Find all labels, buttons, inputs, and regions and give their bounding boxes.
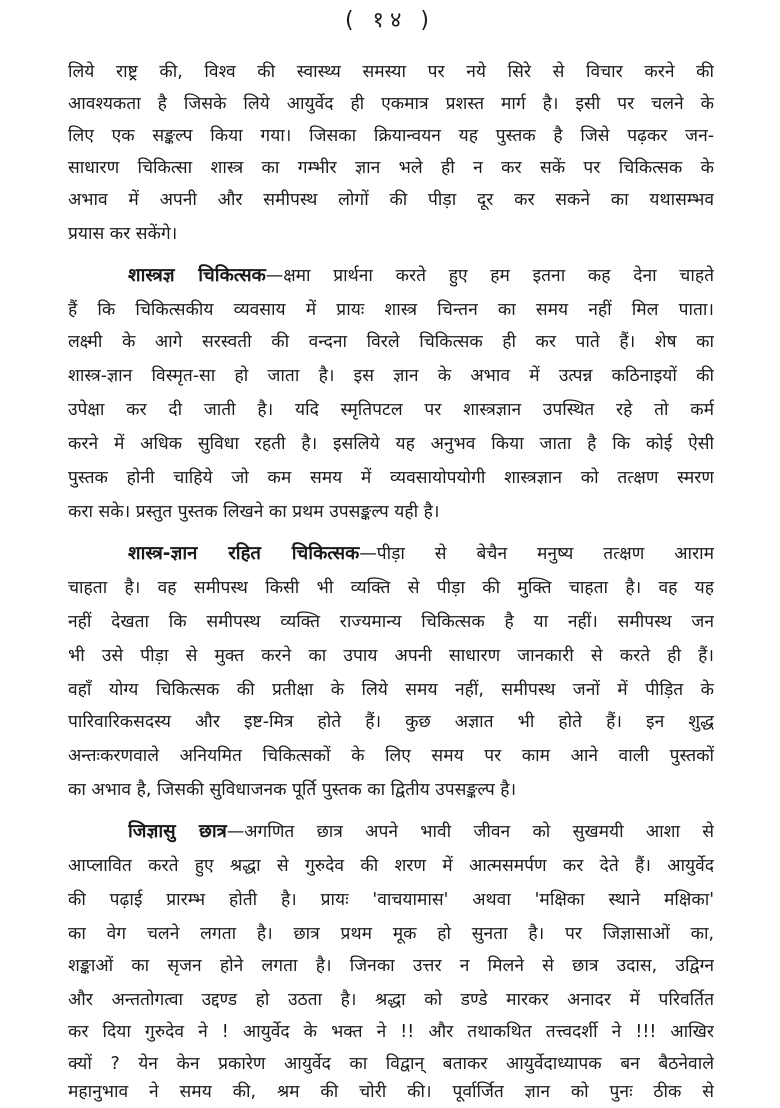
text-line: का अभाव है, जिसकी सुविधाजनक पूर्ति पुस्तक का द्वितीय उपसङ्कल्प है। [68, 780, 517, 800]
text-line: भी उसे पीड़ा से मुक्त करने का उपाय अपनी साधारण जानकारी से करते ही हैं। [68, 646, 714, 666]
text-run: —अगणित छात्र अपने भावी जीवन को सुखमयी आशा से [226, 822, 714, 842]
text-line: पुस्तक होनी चाहिये जो कम समय में व्यवसायोपयोगी शास्त्रज्ञान को तत्क्षण स्मरण [68, 468, 714, 488]
text-line: शङ्काओं का सृजन होने लगता है। जिनका उत्तर न मिलने से छात्र उदास, उद्विग्न [68, 956, 714, 976]
paragraph-lead-line [128, 538, 714, 570]
section-heading: शास्त्र-ज्ञान रहित चिकित्सक [128, 543, 360, 564]
text-line: अभाव में अपनी और समीपस्थ लोगों की पीड़ा दूर कर सकने का यथासम्भव [68, 190, 714, 210]
text-line: अन्तःकरणवाले अनियमित चिकित्सकों के लिए समय पर काम आने वाली पुस्तकों [68, 746, 714, 766]
page-number: ( १४ ) [344, 8, 436, 33]
text-line: प्रयास कर सकेंगे। [68, 224, 178, 244]
section-heading: शास्त्रज्ञ चिकित्सक [128, 265, 266, 286]
text-line: उपेक्षा कर दी जाती है। यदि स्मृतिपटल पर शास्त्रज्ञान उपस्थित रहे तो कर्म [68, 400, 714, 420]
text-line: महानुभाव ने समय की, श्रम की चोरी की। पूर्वार्जित ज्ञान को पुनः ठीक से [68, 1082, 714, 1102]
text-line: आप्लावित करते हुए श्रद्धा से गुरुदेव की शरण में आत्मसमर्पण कर देते हैं। आयुर्वेद [68, 856, 714, 876]
text-line: नहीं देखता कि समीपस्थ व्यक्ति राज्यमान्य चिकित्सक है या नहीं। समीपस्थ जन [68, 612, 714, 632]
text-line: की पढ़ाई प्रारम्भ होती है। प्रायः 'वाचयामास' अथवा 'मक्षिका स्थाने मक्षिका' [68, 890, 714, 910]
text-line: कर दिया गुरुदेव ने ! आयुर्वेद के भक्त ने !! और तथाकथित तत्त्वदर्शी ने !!! आखिर [68, 1022, 714, 1042]
section-heading: जिज्ञासु छात्र [128, 821, 227, 842]
text-line: आवश्यकता है जिसके लिये आयुर्वेद ही एकमात्र प्रशस्त मार्ग है। इसी पर चलने के [68, 94, 714, 114]
text-line: साधारण चिकित्सा शास्त्र का गम्भीर ज्ञान भले ही न कर सकें पर चिकित्सक के [68, 158, 714, 178]
text-line: लक्ष्मी के आगे सरस्वती की वन्दना विरले चिकित्सक ही कर पाते हैं। शेष का [68, 332, 714, 352]
text-line: और अन्ततोगत्वा उद्दण्ड हो उठता है। श्रद्धा को डण्डे मारकर अनादर में परिवर्तित [68, 990, 714, 1010]
paragraph-lead-line [128, 816, 714, 848]
text-line: लिये राष्ट्र की, विश्व की स्वास्थ्य समस्या पर नये सिरे से विचार करने की [68, 62, 714, 82]
text-run: —पीड़ा से बेचैन मनुष्य तत्क्षण आराम [359, 544, 714, 564]
text-line: हैं कि चिकित्सकीय व्यवसाय में प्रायः शास्त्र चिन्तन का समय नहीं मिल पाता। [68, 300, 714, 320]
text-line: चाहता है। वह समीपस्थ किसी भी व्यक्ति से पीड़ा की मुक्ति चाहता है। वह यह [68, 578, 714, 598]
text-line: लिए एक सङ्कल्प किया गया। जिसका क्रियान्वयन यह पुस्तक है जिसे पढ़कर जन- [68, 126, 714, 146]
text-line: करा सके। प्रस्तुत पुस्तक लिखने का प्रथम उपसङ्कल्प यही है। [68, 502, 440, 522]
text-line: क्यों ? येन केन प्रकारेण आयुर्वेद का विद्वान् बताकर आयुर्वेदाध्यापक बन बैठनेवाले [68, 1054, 714, 1074]
text-line: करने में अधिक सुविधा रहती है। इसलिये यह अनुभव किया जाता है कि कोई ऐसी [68, 434, 714, 454]
paragraph-lead-line [128, 260, 714, 292]
text-line: पारिवारिकसदस्य और इष्ट-मित्र होते हैं। कुछ अज्ञात भी होते हैं। इन शुद्ध [68, 712, 714, 732]
text-line: शास्त्र-ज्ञान विस्मृत-सा हो जाता है। इस ज्ञान के अभाव में उत्पन्न कठिनाइयों की [68, 366, 714, 386]
text-line: का वेग चलने लगता है। छात्र प्रथम मूक हो सुनता है। पर जिज्ञासाओं का, [68, 924, 714, 944]
text-line: वहाँ योग्य चिकित्सक की प्रतीक्षा के लिये समय नहीं, समीपस्थ जनों में पीड़ित के [68, 680, 714, 700]
text-run: —क्षमा प्रार्थना करते हुए हम इतना कह देना चाहते [265, 266, 714, 286]
